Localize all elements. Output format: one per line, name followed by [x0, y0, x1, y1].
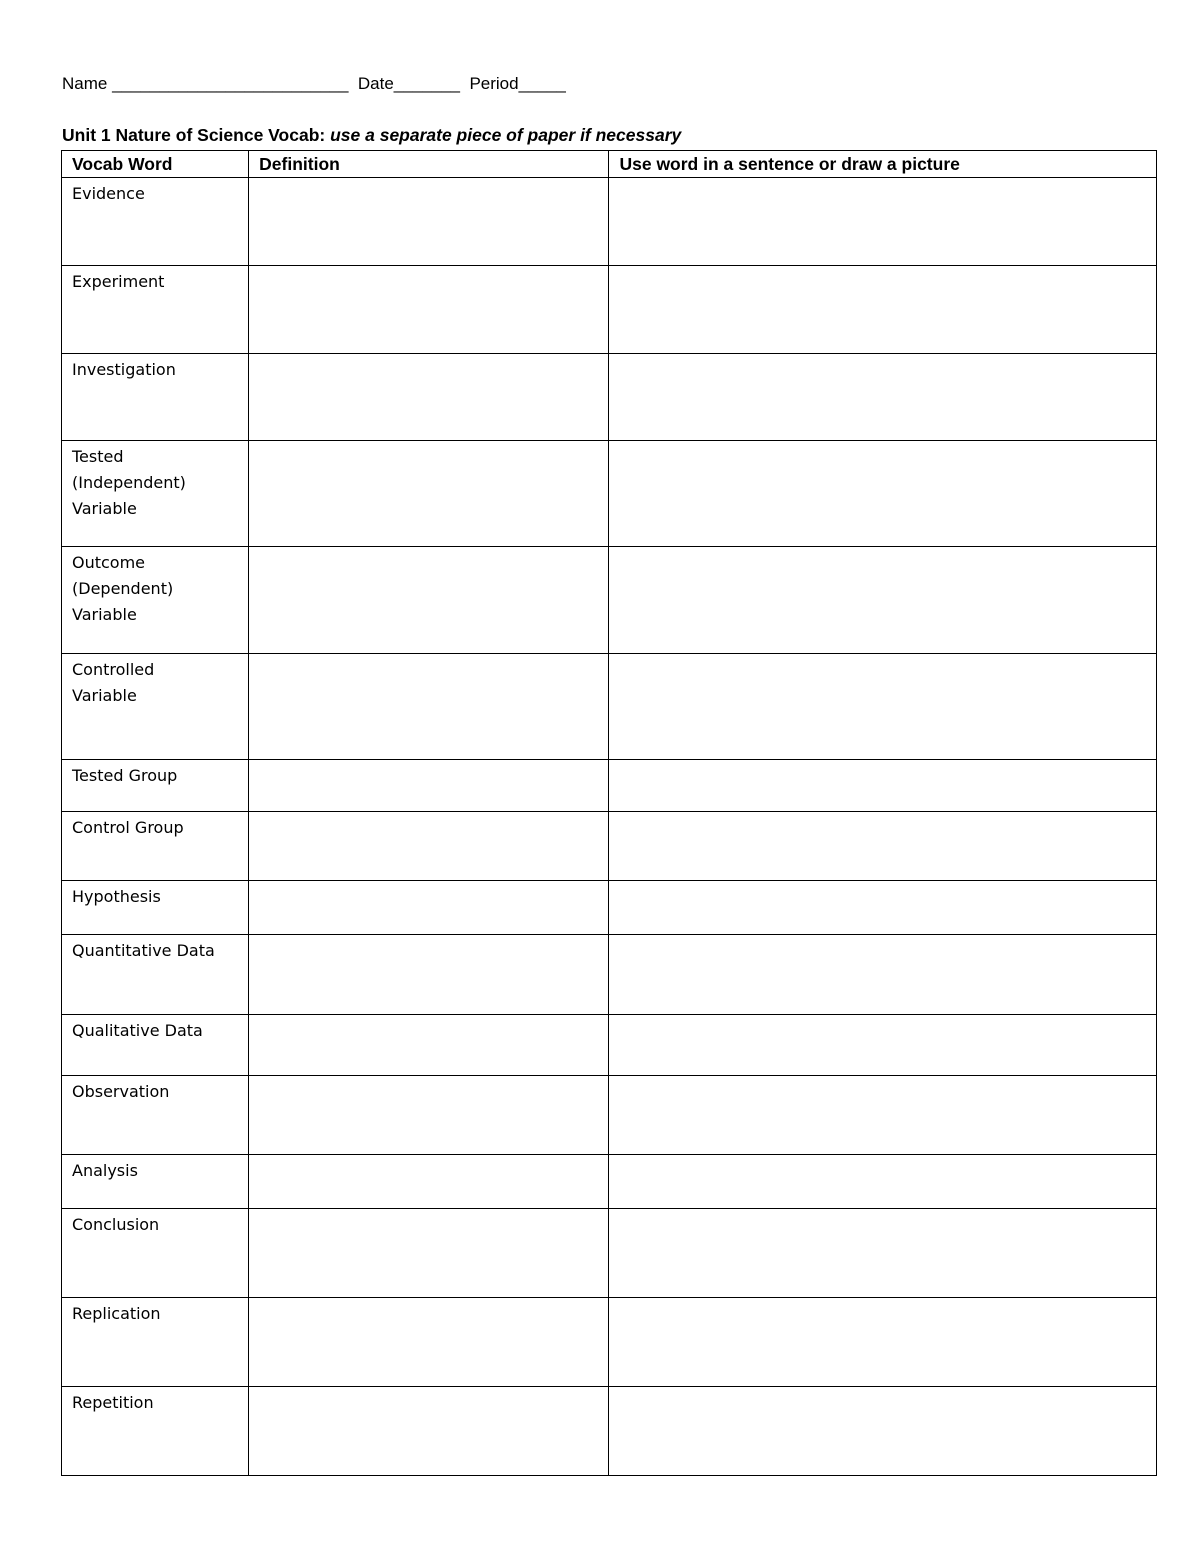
sentence-cell[interactable]: [609, 1387, 1157, 1476]
sentence-cell[interactable]: [609, 547, 1157, 654]
table-row: [62, 441, 1157, 547]
table-row: [62, 547, 1157, 654]
sentence-cell[interactable]: [609, 881, 1157, 935]
table-row: [62, 178, 1157, 266]
definition-cell[interactable]: [249, 1387, 609, 1476]
table-row: [62, 1298, 1157, 1387]
definition-cell[interactable]: [249, 935, 609, 1015]
table-row: [62, 812, 1157, 881]
sentence-cell[interactable]: [609, 178, 1157, 266]
sentence-cell[interactable]: [609, 1076, 1157, 1155]
vocab-word-cell: Controlled Variable: [62, 654, 249, 760]
vocab-word-cell: Qualitative Data: [62, 1015, 249, 1076]
definition-cell[interactable]: [249, 1015, 609, 1076]
sentence-cell[interactable]: [609, 1209, 1157, 1298]
vocab-word-cell: Repetition: [62, 1387, 249, 1476]
sentence-cell[interactable]: [609, 266, 1157, 354]
vocab-word-cell: Quantitative Data: [62, 935, 249, 1015]
definition-cell[interactable]: [249, 547, 609, 654]
definition-cell[interactable]: [249, 441, 609, 547]
sentence-cell[interactable]: [609, 441, 1157, 547]
definition-cell[interactable]: [249, 760, 609, 812]
definition-cell[interactable]: [249, 266, 609, 354]
table-row: [62, 1387, 1157, 1476]
table-row: [62, 881, 1157, 935]
sentence-cell[interactable]: [609, 1298, 1157, 1387]
vocab-word-cell: Conclusion: [62, 1209, 249, 1298]
vocab-word-cell: Tested (Independent) Variable: [62, 441, 249, 547]
vocab-word-cell: Evidence: [62, 178, 249, 266]
definition-cell[interactable]: [249, 812, 609, 881]
vocab-word-cell: Analysis: [62, 1155, 249, 1209]
sentence-cell[interactable]: [609, 1155, 1157, 1209]
date-field-label[interactable]: Date_______: [357, 74, 470, 93]
table-row: [62, 1209, 1157, 1298]
definition-cell[interactable]: [249, 1209, 609, 1298]
table-header-row: [62, 151, 1157, 178]
sentence-cell[interactable]: [609, 654, 1157, 760]
sentence-cell[interactable]: [609, 354, 1157, 441]
definition-cell[interactable]: [249, 654, 609, 760]
vocab-word-cell: Investigation: [62, 354, 249, 441]
table-row: [62, 760, 1157, 812]
table-row: [62, 654, 1157, 760]
sentence-cell[interactable]: [609, 812, 1157, 881]
table-row: [62, 935, 1157, 1015]
vocab-word-cell: Tested Group: [62, 760, 249, 812]
period-field-label[interactable]: Period_____: [469, 74, 566, 93]
title-instruction: use a separate piece of paper if necessary: [330, 125, 682, 145]
name-field-label[interactable]: Name _________________________: [62, 74, 358, 93]
sentence-cell[interactable]: [609, 1015, 1157, 1076]
vocab-word-cell: Replication: [62, 1298, 249, 1387]
student-info-line: [62, 74, 566, 94]
definition-cell[interactable]: [249, 178, 609, 266]
vocab-word-cell: Observation: [62, 1076, 249, 1155]
header-definition: Definition: [249, 151, 609, 178]
definition-cell[interactable]: [249, 1076, 609, 1155]
vocab-word-cell: Outcome (Dependent) Variable: [62, 547, 249, 654]
table-row: [62, 1155, 1157, 1209]
definition-cell[interactable]: [249, 881, 609, 935]
sentence-cell[interactable]: [609, 760, 1157, 812]
vocab-word-cell: Experiment: [62, 266, 249, 354]
definition-cell[interactable]: [249, 354, 609, 441]
title-main: Unit 1 Nature of Science Vocab:: [62, 125, 326, 145]
table-row: [62, 1015, 1157, 1076]
header-vocab-word: Vocab Word: [62, 151, 249, 178]
definition-cell[interactable]: [249, 1298, 609, 1387]
worksheet-title: [62, 125, 681, 146]
vocab-word-cell: Hypothesis: [62, 881, 249, 935]
vocab-table: [61, 150, 1157, 1476]
table-row: [62, 266, 1157, 354]
table-row: [62, 1076, 1157, 1155]
header-sentence-or-picture: Use word in a sentence or draw a picture: [609, 151, 1157, 178]
table-row: [62, 354, 1157, 441]
vocab-word-cell: Control Group: [62, 812, 249, 881]
sentence-cell[interactable]: [609, 935, 1157, 1015]
definition-cell[interactable]: [249, 1155, 609, 1209]
